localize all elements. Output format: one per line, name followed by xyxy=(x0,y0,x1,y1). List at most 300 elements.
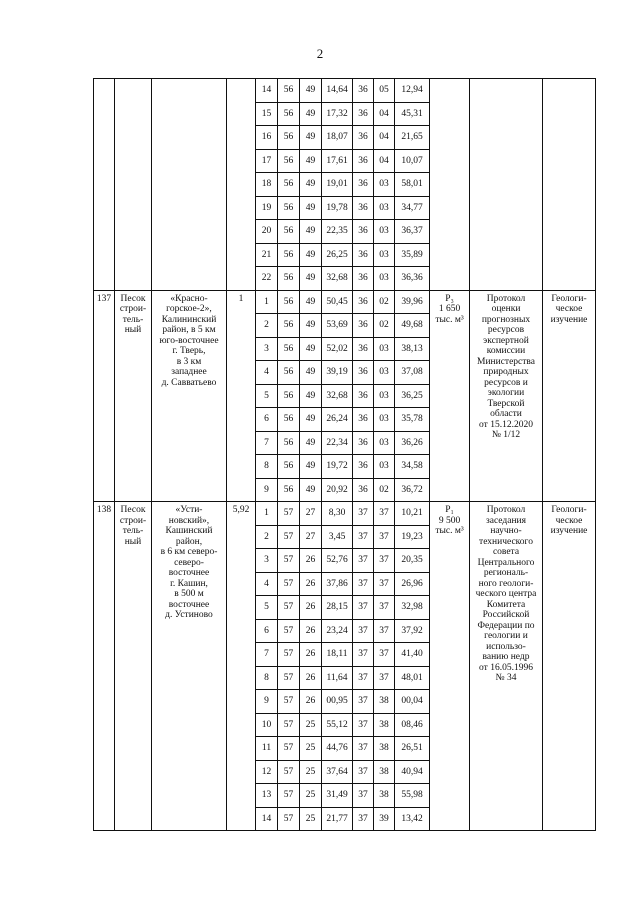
point-number-cell: 9 xyxy=(256,478,278,502)
lon-deg-cell: 37 xyxy=(353,807,374,831)
lon-deg-cell: 36 xyxy=(353,149,374,173)
lon-sec-cell: 45,31 xyxy=(395,102,430,126)
resource-line: 1 650 xyxy=(438,304,461,314)
lon-min-cell: 03 xyxy=(374,243,395,267)
protocol-line: экспертной xyxy=(483,335,529,346)
point-number-cell: 2 xyxy=(256,314,278,338)
lon-sec-cell: 08,46 xyxy=(395,713,430,737)
lat-min-cell: 49 xyxy=(300,431,322,455)
lon-min-cell: 03 xyxy=(374,337,395,361)
point-number-cell: 12 xyxy=(256,760,278,784)
lon-min-cell: 02 xyxy=(374,290,395,314)
lon-deg-cell: 37 xyxy=(353,784,374,808)
protocol-line: области xyxy=(490,409,522,419)
protocol-line: Тверской xyxy=(487,398,525,409)
lon-sec-cell: 13,42 xyxy=(395,807,430,831)
lon-min-cell: 03 xyxy=(374,455,395,479)
lat-sec-cell: 32,68 xyxy=(322,267,353,291)
protocol-line: ресурсов и xyxy=(484,377,528,388)
lat-min-cell: 49 xyxy=(300,408,322,432)
lon-deg-cell: 36 xyxy=(353,79,374,103)
lon-deg-cell: 36 xyxy=(353,220,374,244)
lat-deg-cell: 57 xyxy=(278,619,300,643)
lat-deg-cell: 56 xyxy=(278,455,300,479)
lon-min-cell: 03 xyxy=(374,361,395,385)
location-line: в 500 м xyxy=(174,589,204,599)
lon-min-cell: 37 xyxy=(374,572,395,596)
lon-deg-cell: 37 xyxy=(353,502,374,526)
location-line: в 3 км xyxy=(176,356,202,367)
empty-cell xyxy=(152,79,227,291)
location-line: Калининский xyxy=(161,314,217,325)
protocol-cell xyxy=(470,502,543,831)
point-number-cell: 22 xyxy=(256,267,278,291)
location-line: «Усти- xyxy=(175,505,203,515)
lon-min-cell: 04 xyxy=(374,149,395,173)
protocol-line: региональ- xyxy=(483,568,529,578)
protocol-line: ванию недр xyxy=(482,652,530,662)
lon-sec-cell: 00,04 xyxy=(395,690,430,714)
point-number-cell: 7 xyxy=(256,643,278,667)
lat-min-cell: 25 xyxy=(300,807,322,831)
protocol-line: совета xyxy=(492,547,520,557)
location-line: в 6 км северо- xyxy=(160,547,218,557)
resource-line: P₁ xyxy=(445,505,454,515)
point-number-cell: 3 xyxy=(256,337,278,361)
lat-deg-cell: 57 xyxy=(278,784,300,808)
protocol-line: Протокол xyxy=(486,293,526,304)
lat-deg-cell: 57 xyxy=(278,643,300,667)
point-number-cell: 9 xyxy=(256,690,278,714)
lat-deg-cell: 56 xyxy=(278,337,300,361)
lon-min-cell: 37 xyxy=(374,502,395,526)
point-number-cell: 14 xyxy=(256,807,278,831)
lon-deg-cell: 36 xyxy=(353,408,374,432)
lat-min-cell: 26 xyxy=(300,690,322,714)
lon-deg-cell: 36 xyxy=(353,478,374,502)
lat-min-cell: 27 xyxy=(300,525,322,549)
lon-min-cell: 37 xyxy=(374,666,395,690)
location-line: северо- xyxy=(174,557,204,568)
purpose-cell xyxy=(543,290,596,502)
lon-sec-cell: 36,37 xyxy=(395,220,430,244)
resource-line: 9 500 xyxy=(438,515,461,526)
lat-sec-cell: 44,76 xyxy=(322,737,353,761)
lat-sec-cell: 26,24 xyxy=(322,408,353,432)
coordinate-row xyxy=(94,502,596,526)
lon-deg-cell: 36 xyxy=(353,337,374,361)
lat-sec-cell: 19,01 xyxy=(322,173,353,197)
point-number-cell: 5 xyxy=(256,384,278,408)
point-number-cell: 20 xyxy=(256,220,278,244)
point-number-cell: 13 xyxy=(256,784,278,808)
lat-deg-cell: 56 xyxy=(278,196,300,220)
location-line: д. Устиново xyxy=(165,610,213,620)
empty-cell xyxy=(430,79,470,291)
lat-deg-cell: 56 xyxy=(278,431,300,455)
lat-deg-cell: 56 xyxy=(278,384,300,408)
point-number-cell: 1 xyxy=(256,290,278,314)
lat-deg-cell: 57 xyxy=(278,596,300,620)
resource-line: P₃ xyxy=(445,293,454,304)
point-number-cell: 7 xyxy=(256,431,278,455)
location-line: г. Тверь, xyxy=(172,346,206,356)
protocol-line: научно- xyxy=(490,526,522,536)
lon-deg-cell: 36 xyxy=(353,102,374,126)
point-number-cell: 2 xyxy=(256,525,278,549)
protocol-line: ного геологи- xyxy=(478,578,534,589)
lon-min-cell: 03 xyxy=(374,220,395,244)
mineral-line: ный xyxy=(124,536,142,547)
purpose-line: Геологи- xyxy=(551,293,587,304)
lon-sec-cell: 26,51 xyxy=(395,737,430,761)
lon-sec-cell: 20,35 xyxy=(395,549,430,573)
location-line: юго-восточнее xyxy=(159,335,219,346)
location-line: д. Савватьево xyxy=(161,377,217,388)
point-number-cell: 4 xyxy=(256,572,278,596)
empty-cell xyxy=(543,79,596,291)
mineral-cell xyxy=(115,502,152,831)
lon-min-cell: 03 xyxy=(374,173,395,197)
lat-sec-cell: 26,25 xyxy=(322,243,353,267)
lon-min-cell: 38 xyxy=(374,784,395,808)
lat-deg-cell: 56 xyxy=(278,267,300,291)
lon-sec-cell: 48,01 xyxy=(395,666,430,690)
location-line: «Красно- xyxy=(170,293,208,304)
deposit-registry-table xyxy=(93,78,596,831)
purpose-line: ческое xyxy=(555,515,583,526)
lat-min-cell: 49 xyxy=(300,79,322,103)
lat-deg-cell: 56 xyxy=(278,408,300,432)
empty-cell xyxy=(227,79,256,291)
location-cell xyxy=(152,502,227,831)
lon-sec-cell: 38,13 xyxy=(395,337,430,361)
lon-deg-cell: 36 xyxy=(353,173,374,197)
protocol-line: Министерства xyxy=(477,356,535,367)
lon-min-cell: 37 xyxy=(374,643,395,667)
lon-sec-cell: 39,96 xyxy=(395,290,430,314)
lat-min-cell: 26 xyxy=(300,643,322,667)
record-number: 138 xyxy=(94,502,115,831)
lat-min-cell: 26 xyxy=(300,619,322,643)
lat-min-cell: 49 xyxy=(300,478,322,502)
empty-cell xyxy=(94,79,115,291)
lat-min-cell: 49 xyxy=(300,455,322,479)
protocol-line: геологии и xyxy=(484,631,528,641)
lat-sec-cell: 20,92 xyxy=(322,478,353,502)
lat-min-cell: 49 xyxy=(300,220,322,244)
point-number-cell: 21 xyxy=(256,243,278,267)
protocol-line: природных xyxy=(483,367,529,377)
lon-sec-cell: 36,26 xyxy=(395,431,430,455)
lon-min-cell: 03 xyxy=(374,408,395,432)
lat-min-cell: 26 xyxy=(300,572,322,596)
lat-deg-cell: 57 xyxy=(278,502,300,526)
lat-deg-cell: 57 xyxy=(278,666,300,690)
lat-min-cell: 49 xyxy=(300,102,322,126)
location-line: г. Кашин, xyxy=(170,578,208,589)
lon-deg-cell: 37 xyxy=(353,643,374,667)
lon-deg-cell: 36 xyxy=(353,384,374,408)
location-cell xyxy=(152,290,227,502)
point-number-cell: 10 xyxy=(256,713,278,737)
lat-deg-cell: 56 xyxy=(278,149,300,173)
point-number-cell: 1 xyxy=(256,502,278,526)
lat-min-cell: 49 xyxy=(300,361,322,385)
lon-sec-cell: 12,94 xyxy=(395,79,430,103)
mineral-line: ный xyxy=(124,325,142,335)
lat-sec-cell: 18,11 xyxy=(322,643,353,667)
lon-deg-cell: 36 xyxy=(353,431,374,455)
protocol-line: ческого центра xyxy=(475,589,537,599)
lat-min-cell: 49 xyxy=(300,243,322,267)
lat-min-cell: 25 xyxy=(300,760,322,784)
lon-deg-cell: 36 xyxy=(353,196,374,220)
lon-min-cell: 37 xyxy=(374,525,395,549)
location-line: горское-2», xyxy=(166,304,212,314)
point-number-cell: 14 xyxy=(256,79,278,103)
lon-min-cell: 39 xyxy=(374,807,395,831)
mineral-line: тель- xyxy=(122,526,144,536)
point-number-cell: 8 xyxy=(256,666,278,690)
lon-sec-cell: 37,08 xyxy=(395,361,430,385)
lat-deg-cell: 57 xyxy=(278,807,300,831)
lat-deg-cell: 56 xyxy=(278,243,300,267)
lat-sec-cell: 19,72 xyxy=(322,455,353,479)
empty-cell xyxy=(470,79,543,291)
location-line: восточнее xyxy=(168,599,210,610)
lon-sec-cell: 10,21 xyxy=(395,502,430,526)
location-line: Кашинский xyxy=(165,526,213,536)
lon-min-cell: 38 xyxy=(374,760,395,784)
resource-line: тыс. м³ xyxy=(435,314,464,325)
lat-sec-cell: 22,34 xyxy=(322,431,353,455)
lat-deg-cell: 56 xyxy=(278,102,300,126)
lat-sec-cell: 31,49 xyxy=(322,784,353,808)
lat-min-cell: 49 xyxy=(300,337,322,361)
lon-min-cell: 38 xyxy=(374,690,395,714)
point-number-cell: 6 xyxy=(256,408,278,432)
lat-min-cell: 49 xyxy=(300,149,322,173)
protocol-line: ресурсов xyxy=(487,325,525,335)
lat-deg-cell: 56 xyxy=(278,79,300,103)
lon-min-cell: 03 xyxy=(374,196,395,220)
lon-deg-cell: 37 xyxy=(353,525,374,549)
lat-min-cell: 49 xyxy=(300,290,322,314)
lon-deg-cell: 36 xyxy=(353,126,374,150)
lat-deg-cell: 56 xyxy=(278,173,300,197)
lat-min-cell: 49 xyxy=(300,314,322,338)
lon-min-cell: 02 xyxy=(374,478,395,502)
lat-min-cell: 49 xyxy=(300,384,322,408)
record-number: 137 xyxy=(94,290,115,502)
point-number-cell: 15 xyxy=(256,102,278,126)
lon-deg-cell: 37 xyxy=(353,713,374,737)
lon-sec-cell: 34,58 xyxy=(395,455,430,479)
lon-deg-cell: 37 xyxy=(353,619,374,643)
lat-sec-cell: 52,76 xyxy=(322,549,353,573)
lon-sec-cell: 36,72 xyxy=(395,478,430,502)
protocol-cell xyxy=(470,290,543,502)
page-number: 2 xyxy=(316,46,324,61)
lat-deg-cell: 57 xyxy=(278,737,300,761)
location-line: западнее xyxy=(171,367,207,377)
registry-body xyxy=(94,79,596,831)
point-number-cell: 5 xyxy=(256,596,278,620)
lon-sec-cell: 10,07 xyxy=(395,149,430,173)
lat-min-cell: 26 xyxy=(300,596,322,620)
lon-sec-cell: 58,01 xyxy=(395,173,430,197)
resource-line: тыс. м³ xyxy=(435,526,464,536)
lat-sec-cell: 22,35 xyxy=(322,220,353,244)
mineral-line: Песок xyxy=(120,293,146,304)
protocol-line: от 15.12.2020 xyxy=(479,419,533,430)
lon-deg-cell: 36 xyxy=(353,314,374,338)
lat-min-cell: 49 xyxy=(300,196,322,220)
lat-min-cell: 26 xyxy=(300,549,322,573)
lat-min-cell: 25 xyxy=(300,784,322,808)
purpose-line: изучение xyxy=(550,526,588,536)
lon-min-cell: 38 xyxy=(374,713,395,737)
lat-sec-cell: 8,30 xyxy=(322,502,353,526)
location-line: новский», xyxy=(168,515,210,526)
lon-deg-cell: 36 xyxy=(353,267,374,291)
lat-sec-cell: 21,77 xyxy=(322,807,353,831)
lat-sec-cell: 17,32 xyxy=(322,102,353,126)
lon-deg-cell: 36 xyxy=(353,290,374,314)
protocol-line: прогнозных xyxy=(481,314,531,325)
lat-deg-cell: 57 xyxy=(278,525,300,549)
lon-deg-cell: 36 xyxy=(353,243,374,267)
lon-deg-cell: 37 xyxy=(353,737,374,761)
lon-deg-cell: 37 xyxy=(353,760,374,784)
lat-deg-cell: 56 xyxy=(278,314,300,338)
location-line: восточнее xyxy=(168,568,210,578)
lat-deg-cell: 56 xyxy=(278,126,300,150)
lon-min-cell: 03 xyxy=(374,384,395,408)
lon-min-cell: 04 xyxy=(374,102,395,126)
lon-sec-cell: 35,89 xyxy=(395,243,430,267)
lat-sec-cell: 23,24 xyxy=(322,619,353,643)
lon-sec-cell: 55,98 xyxy=(395,784,430,808)
protocol-line: использо- xyxy=(486,641,526,652)
lat-deg-cell: 56 xyxy=(278,220,300,244)
protocol-line: № 1/12 xyxy=(491,430,521,440)
protocol-line: от 16.05.1996 xyxy=(479,662,533,673)
point-number-cell: 4 xyxy=(256,361,278,385)
lon-min-cell: 37 xyxy=(374,549,395,573)
lon-sec-cell: 36,36 xyxy=(395,267,430,291)
lon-sec-cell: 19,23 xyxy=(395,525,430,549)
lon-sec-cell: 26,96 xyxy=(395,572,430,596)
lat-deg-cell: 56 xyxy=(278,478,300,502)
lat-min-cell: 26 xyxy=(300,666,322,690)
lat-min-cell: 49 xyxy=(300,126,322,150)
lat-min-cell: 49 xyxy=(300,267,322,291)
mineral-cell xyxy=(115,290,152,502)
protocol-line: заседания xyxy=(486,515,526,526)
lon-min-cell: 37 xyxy=(374,619,395,643)
resource-cell xyxy=(430,502,470,831)
purpose-cell xyxy=(543,502,596,831)
lon-sec-cell: 40,94 xyxy=(395,760,430,784)
protocol-line: комиссии xyxy=(486,346,526,356)
lat-deg-cell: 56 xyxy=(278,361,300,385)
lon-min-cell: 03 xyxy=(374,267,395,291)
lat-sec-cell: 53,69 xyxy=(322,314,353,338)
lat-deg-cell: 57 xyxy=(278,572,300,596)
lat-min-cell: 27 xyxy=(300,502,322,526)
area-cell: 1 xyxy=(227,290,256,502)
lon-sec-cell: 49,68 xyxy=(395,314,430,338)
lat-deg-cell: 57 xyxy=(278,760,300,784)
lon-deg-cell: 37 xyxy=(353,596,374,620)
lon-sec-cell: 21,65 xyxy=(395,126,430,150)
lat-deg-cell: 57 xyxy=(278,690,300,714)
lat-sec-cell: 3,45 xyxy=(322,525,353,549)
protocol-line: экологии xyxy=(487,388,525,398)
lon-sec-cell: 37,92 xyxy=(395,619,430,643)
protocol-line: Федерации по xyxy=(477,620,535,631)
lon-min-cell: 05 xyxy=(374,79,395,103)
point-number-cell: 11 xyxy=(256,737,278,761)
purpose-line: ческое xyxy=(555,304,583,314)
lon-min-cell: 04 xyxy=(374,126,395,150)
protocol-line: № 34 xyxy=(495,673,517,683)
lon-min-cell: 03 xyxy=(374,431,395,455)
lon-sec-cell: 41,40 xyxy=(395,643,430,667)
empty-cell xyxy=(115,79,152,291)
lat-sec-cell: 50,45 xyxy=(322,290,353,314)
coordinate-row xyxy=(94,290,596,314)
protocol-line: Комитета xyxy=(486,599,526,610)
lon-min-cell: 02 xyxy=(374,314,395,338)
lon-min-cell: 37 xyxy=(374,596,395,620)
lat-sec-cell: 37,64 xyxy=(322,760,353,784)
lat-sec-cell: 18,07 xyxy=(322,126,353,150)
mineral-line: тель- xyxy=(122,314,144,325)
location-line: район, в 5 км xyxy=(162,325,216,335)
lon-sec-cell: 36,25 xyxy=(395,384,430,408)
lat-deg-cell: 57 xyxy=(278,713,300,737)
mineral-line: строи- xyxy=(119,515,147,526)
purpose-line: Геологи- xyxy=(551,505,587,515)
lat-sec-cell: 17,61 xyxy=(322,149,353,173)
lat-min-cell: 49 xyxy=(300,173,322,197)
lon-deg-cell: 37 xyxy=(353,572,374,596)
lat-sec-cell: 19,78 xyxy=(322,196,353,220)
lat-sec-cell: 14,64 xyxy=(322,79,353,103)
protocol-line: Российской xyxy=(482,610,530,620)
lat-sec-cell: 32,68 xyxy=(322,384,353,408)
mineral-line: Песок xyxy=(120,505,146,515)
mineral-line: строи- xyxy=(119,304,147,314)
lon-deg-cell: 36 xyxy=(353,455,374,479)
lat-min-cell: 25 xyxy=(300,713,322,737)
lat-sec-cell: 00,95 xyxy=(322,690,353,714)
lon-sec-cell: 35,78 xyxy=(395,408,430,432)
lat-sec-cell: 11,64 xyxy=(322,666,353,690)
purpose-line: изучение xyxy=(550,314,588,325)
location-line: район, xyxy=(175,536,203,547)
lon-deg-cell: 37 xyxy=(353,666,374,690)
point-number-cell: 18 xyxy=(256,173,278,197)
lon-sec-cell: 32,98 xyxy=(395,596,430,620)
lat-sec-cell: 52,02 xyxy=(322,337,353,361)
point-number-cell: 19 xyxy=(256,196,278,220)
point-number-cell: 16 xyxy=(256,126,278,150)
lat-sec-cell: 37,86 xyxy=(322,572,353,596)
